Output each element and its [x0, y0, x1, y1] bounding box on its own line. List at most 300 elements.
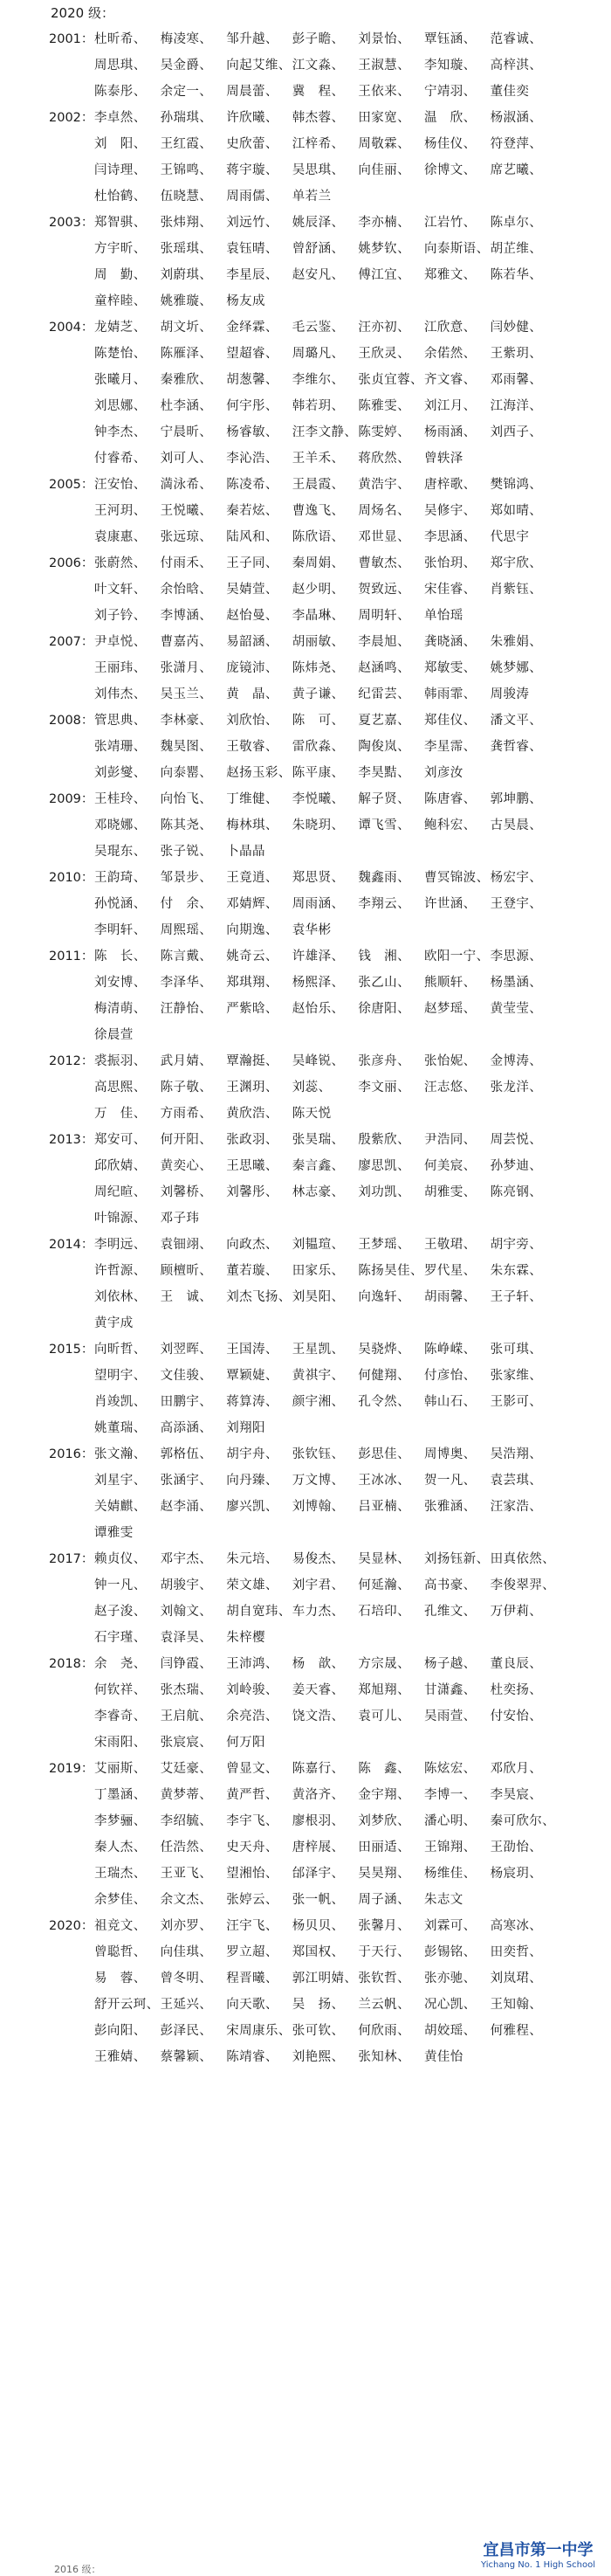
- student-name: 王冰冰、: [358, 1474, 410, 1488]
- student-name: 肖紫钰、: [490, 583, 543, 597]
- student-name: 吴婧萱、: [226, 583, 278, 597]
- student-name: 董佳奕: [490, 85, 530, 99]
- student-name: 刘梦欣、: [358, 1814, 410, 1828]
- next-section-label: 2016 级：: [54, 2564, 101, 2575]
- student-name: 吴琨东、: [94, 845, 147, 859]
- student-name: 胡芷维、: [490, 242, 543, 256]
- student-name: 黄奕心、: [160, 1159, 213, 1173]
- student-name: 任浩然、: [160, 1840, 213, 1854]
- student-name: 欧阳一宁、: [423, 950, 490, 963]
- student-name: 周雨涵、: [292, 897, 345, 911]
- name-list: [94, 1651, 595, 1756]
- student-name: 田家宽、: [358, 111, 410, 125]
- student-name: 古昊晨、: [490, 818, 543, 832]
- student-name: 王雅婧、: [94, 2050, 147, 2064]
- student-name: 史天舟、: [226, 1840, 278, 1854]
- name-list: [94, 210, 595, 314]
- student-name: 赖贞仪、: [94, 1552, 147, 1566]
- student-name: 李思涵、: [423, 530, 477, 544]
- student-name: 王劭怡、: [490, 1840, 543, 1854]
- student-name: 彭泽民、: [160, 2024, 213, 2038]
- student-name: 许雄泽、: [292, 950, 345, 963]
- page-title: 2020 级：: [51, 5, 114, 21]
- student-name: 纪雷芸、: [358, 687, 410, 701]
- student-name: 王红霞、: [160, 137, 213, 151]
- year-block: [49, 550, 595, 629]
- student-name: 程晋曦、: [226, 1972, 278, 1986]
- student-name: 陈楚怡、: [94, 347, 147, 361]
- student-name: 杨熙泽、: [292, 976, 345, 990]
- student-name: 吴金爵、: [160, 59, 213, 73]
- student-name: 胡宇旁、: [490, 1238, 543, 1252]
- student-name: 刘博翰、: [292, 1500, 345, 1514]
- student-name: 徐唐阳、: [358, 1002, 410, 1016]
- student-name: 王亚飞、: [160, 1867, 213, 1881]
- student-name: 袁康惠、: [94, 530, 147, 544]
- student-name: 叶文轩、: [94, 583, 147, 597]
- student-name: 朱元培、: [226, 1552, 278, 1566]
- student-name: 张怡玥、: [423, 556, 477, 570]
- student-name: 邱欣婧、: [94, 1159, 147, 1173]
- student-name: 熊顺轩、: [423, 976, 477, 990]
- student-name: 方宇昕、: [94, 242, 147, 256]
- student-name: 胡自宽玮、: [226, 1605, 292, 1619]
- student-name: 王韵琦、: [94, 871, 147, 885]
- year-block: [49, 1232, 595, 1336]
- year-block: [49, 1913, 595, 2070]
- student-name: 严紫晗、: [226, 1002, 278, 1016]
- name-list: [94, 1232, 595, 1336]
- student-name: 曾冬明、: [160, 1972, 213, 1986]
- student-name: 钟李杰、: [94, 425, 147, 439]
- student-name: 潘心明、: [423, 1814, 477, 1828]
- year-label: 2007：: [49, 635, 94, 649]
- student-name: 陈天悦: [292, 1107, 332, 1121]
- student-name: 张雅涵、: [423, 1500, 477, 1514]
- student-name: 孔令然、: [358, 1395, 410, 1409]
- student-name: 陈 鑫、: [358, 1762, 410, 1776]
- student-name: 江海洋、: [490, 399, 543, 413]
- student-name: 陈泰彤、: [94, 85, 147, 99]
- student-name: 石培印、: [358, 1605, 410, 1619]
- student-name: 龚哲睿、: [490, 740, 543, 754]
- student-name: 刘安博、: [94, 976, 147, 990]
- student-name: 郭江明婧、: [292, 1972, 358, 1986]
- student-name: 李晨旭、: [358, 635, 410, 649]
- student-name: 王国涛、: [226, 1343, 278, 1357]
- name-list: [94, 708, 595, 786]
- student-name: 周晨蕾、: [226, 85, 278, 99]
- student-name: 邹升越、: [226, 32, 278, 46]
- student-name: 王桂玲、: [94, 792, 147, 806]
- student-name: 陈雅雯、: [358, 399, 410, 413]
- student-name: 李昊黠、: [358, 766, 410, 780]
- student-name: 汪李文静、: [292, 425, 358, 439]
- year-block: [49, 1336, 595, 1441]
- year-label: 2002：: [49, 111, 94, 125]
- student-name: 周敬霖、: [358, 137, 410, 151]
- student-name: 张钦钰、: [292, 1447, 345, 1461]
- student-name: 陈嘉行、: [292, 1762, 345, 1776]
- student-name: 王锦鸣、: [160, 163, 213, 177]
- year-label: 2013：: [49, 1133, 94, 1147]
- student-name: 符登萍、: [490, 137, 543, 151]
- student-name: 彭锡铭、: [423, 1945, 477, 1959]
- student-name: 张馨月、: [358, 1919, 410, 1933]
- student-name: 秦人杰、: [94, 1840, 147, 1854]
- student-name: 邰泽宇、: [292, 1867, 345, 1881]
- name-list: [94, 1913, 595, 2070]
- student-name: 向期逸、: [226, 923, 278, 937]
- student-name: 殷紫欣、: [358, 1133, 410, 1147]
- student-name: 文佳骏、: [160, 1369, 213, 1383]
- school-logo-english: Yichang No. 1 High School: [480, 2560, 595, 2570]
- student-name: 刘宇君、: [292, 1578, 345, 1592]
- year-label: 2017：: [49, 1552, 94, 1566]
- student-name: 郑思贤、: [292, 871, 345, 885]
- student-name: 裘振羽、: [94, 1054, 147, 1068]
- student-name: 梅凌寒、: [160, 32, 213, 46]
- student-name: 王锦翔、: [423, 1840, 477, 1854]
- student-name: 覃颖婕、: [226, 1369, 278, 1383]
- student-name: 张怡妮、: [423, 1054, 477, 1068]
- student-name: 陈子敬、: [160, 1081, 213, 1095]
- student-name: 李梦骊、: [94, 1814, 147, 1828]
- student-name: 赵安凡、: [292, 268, 345, 282]
- student-name: 唐梓歌、: [423, 478, 477, 492]
- student-name: 郭格伍、: [160, 1447, 213, 1461]
- student-name: 王影可、: [490, 1395, 543, 1409]
- student-name: 向泰罂、: [160, 766, 213, 780]
- year-block: [49, 1546, 595, 1651]
- student-name: 易 蓉、: [94, 1972, 147, 1986]
- student-name: 许欣曦、: [226, 111, 278, 125]
- student-name: 李泽华、: [160, 976, 213, 990]
- student-name: 周纪暄、: [94, 1185, 147, 1199]
- student-name: 郑宇欣、: [490, 556, 543, 570]
- student-name: 李博涵、: [160, 609, 213, 623]
- student-name: 赵少明、: [292, 583, 345, 597]
- student-name: 何延瀚、: [358, 1578, 410, 1592]
- student-name: 甘潇鑫、: [423, 1683, 477, 1697]
- student-name: 高梓淇、: [490, 59, 543, 73]
- student-name: 谭飞雪、: [358, 818, 410, 832]
- student-name: 黄子谦、: [292, 687, 345, 701]
- student-name: 刘翰文、: [160, 1605, 213, 1619]
- student-name: 刘杰飞扬、: [226, 1290, 292, 1304]
- student-name: 许世涵、: [423, 897, 477, 911]
- student-name: 赵怡乐、: [292, 1002, 345, 1016]
- student-name: 彭思佳、: [358, 1447, 410, 1461]
- student-name: 袁钿翊、: [160, 1238, 213, 1252]
- year-label: 2012：: [49, 1054, 94, 1068]
- student-name: 祖竞文、: [94, 1919, 147, 1933]
- year-label: 2010：: [49, 871, 94, 885]
- student-name: 金博涛、: [490, 1054, 543, 1068]
- student-name: 邓子玮: [160, 1212, 200, 1226]
- student-name: 代思宇: [490, 530, 530, 544]
- student-name: 廖思凯、: [358, 1159, 410, 1173]
- year-label: 2020：: [49, 1919, 94, 1933]
- year-label: 2008：: [49, 714, 94, 728]
- student-name: 黄浩宇、: [358, 478, 410, 492]
- name-list: [94, 314, 595, 472]
- student-name: 夏艺嘉、: [358, 714, 410, 728]
- student-name: 杨维佳、: [423, 1867, 477, 1881]
- student-name: 王依来、: [358, 85, 410, 99]
- student-name: 伍晓慧、: [160, 190, 213, 204]
- student-name: 邓婧辉、: [226, 897, 278, 911]
- student-name: 余文杰、: [160, 1893, 213, 1907]
- student-name: 蒋欣然、: [358, 452, 410, 466]
- student-name: 贺致远、: [358, 583, 410, 597]
- student-name: 陈唐睿、: [423, 792, 477, 806]
- student-name: 武月婧、: [160, 1054, 213, 1068]
- student-name: 傅江宜、: [358, 268, 410, 282]
- year-block: [49, 105, 595, 210]
- student-name: 吴显林、: [358, 1552, 410, 1566]
- student-name: 李亦楠、: [358, 216, 410, 230]
- student-name: 解子贤、: [358, 792, 410, 806]
- student-name: 张贞宜蓉、: [358, 373, 423, 387]
- student-name: 刘昊阳、: [292, 1290, 345, 1304]
- student-name: 刘韫瑄、: [292, 1238, 345, 1252]
- student-name: 邓宇杰、: [160, 1552, 213, 1566]
- student-name: 満泳希、: [160, 478, 213, 492]
- student-name: 李翔云、: [358, 897, 410, 911]
- student-name: 张家维、: [490, 1369, 543, 1383]
- student-name: 王敬睿、: [226, 740, 278, 754]
- student-name: 肖竣凯、: [94, 1395, 147, 1409]
- student-name: 周 勤、: [94, 268, 147, 282]
- student-name: 钱 湘、: [358, 950, 410, 963]
- student-name: 余 尧、: [94, 1657, 147, 1671]
- student-name: 林志豪、: [292, 1185, 345, 1199]
- student-name: 朱雅娟、: [490, 635, 543, 649]
- student-name: 向逸轩、: [358, 1290, 410, 1304]
- student-name: 刘馨彤、: [226, 1185, 278, 1199]
- year-label: 2018：: [49, 1657, 94, 1671]
- year-label: 2015：: [49, 1343, 94, 1357]
- student-name: 田丽适、: [358, 1840, 410, 1854]
- student-name: 单怡瑶: [423, 609, 463, 623]
- year-block: [49, 943, 595, 1048]
- student-name: 黄欣浩、: [226, 1107, 278, 1121]
- student-name: 杨佳仪、: [423, 137, 477, 151]
- student-name: 艾廷豪、: [160, 1762, 213, 1776]
- student-name: 张文瀚、: [94, 1447, 147, 1461]
- student-name: 杨睿敏、: [226, 425, 278, 439]
- student-name: 张瑶琪、: [160, 242, 213, 256]
- student-name: 胡丽敏、: [292, 635, 345, 649]
- student-name: 向昕哲、: [94, 1343, 147, 1357]
- student-name: 许哲源、: [94, 1264, 147, 1278]
- student-name: 闫妙健、: [490, 321, 543, 335]
- student-name: 吴玉兰、: [160, 687, 213, 701]
- student-name: 吴修宇、: [423, 504, 477, 518]
- student-name: 田奕哲、: [490, 1945, 543, 1959]
- student-name: 杨墨涵、: [490, 976, 543, 990]
- student-name: 陈靖睿、: [226, 2050, 278, 2064]
- student-name: 宁靖羽、: [423, 85, 477, 99]
- student-name: 金宇翔、: [358, 1788, 410, 1802]
- student-name: 张龙洋、: [490, 1081, 543, 1095]
- student-name: 吴 扬、: [292, 1998, 345, 2012]
- name-list: [94, 786, 595, 865]
- year-label: 2004：: [49, 321, 94, 335]
- student-name: 韩山石、: [423, 1395, 477, 1409]
- student-name: 周博奥、: [423, 1447, 477, 1461]
- student-name: 李悦曦、: [292, 792, 345, 806]
- student-name: 何钦祥、: [94, 1683, 147, 1697]
- student-name: 刘西子、: [490, 425, 543, 439]
- student-name: 石宇瑾、: [94, 1631, 147, 1645]
- student-name: 吴浩翔、: [490, 1447, 543, 1461]
- student-name: 彭向阳、: [94, 2024, 147, 2038]
- student-name: 钟一凡、: [94, 1578, 147, 1592]
- student-name: 秦若炫、: [226, 504, 278, 518]
- student-name: 徐博文、: [423, 163, 477, 177]
- year-block: [49, 1756, 595, 1913]
- student-name: 贺一凡、: [423, 1474, 477, 1488]
- student-name: 向佳丽、: [358, 163, 410, 177]
- student-name: 胡文圻、: [160, 321, 213, 335]
- student-name: 朱梓樱: [226, 1631, 265, 1645]
- student-name: 向怡飞、: [160, 792, 213, 806]
- student-name: 姚梦钦、: [358, 242, 410, 256]
- student-name: 赵怡曼、: [226, 609, 278, 623]
- student-name: 黄 晶、: [226, 687, 278, 701]
- student-name: 曾舒涵、: [292, 242, 345, 256]
- student-name: 郭坤鹏、: [490, 792, 543, 806]
- student-name: 高添涵、: [160, 1421, 213, 1435]
- student-name: 方雨希、: [160, 1107, 213, 1121]
- student-name: 胡雨馨、: [423, 1290, 477, 1304]
- name-list: [94, 943, 595, 1048]
- student-name: 江梓希、: [292, 137, 345, 151]
- student-name: 刘星宇、: [94, 1474, 147, 1488]
- student-name: 杨宸玥、: [490, 1867, 543, 1881]
- student-name: 袁泽昊、: [160, 1631, 213, 1645]
- student-name: 袁华彬: [292, 923, 332, 937]
- student-name: 李思源、: [490, 950, 543, 963]
- student-name: 张政羽、: [226, 1133, 278, 1147]
- student-name: 张子锐、: [160, 845, 213, 859]
- year-label: 2001：: [49, 32, 94, 46]
- student-name: 宋雨阳、: [94, 1736, 147, 1750]
- student-name: 车力杰、: [292, 1605, 345, 1619]
- student-name: 曾轶泽: [423, 452, 463, 466]
- student-name: 张宸宸、: [160, 1736, 213, 1750]
- name-list: [94, 1127, 595, 1232]
- name-list: [94, 1336, 595, 1441]
- student-name: 胡雅雯、: [423, 1185, 477, 1199]
- student-name: 姚辰泽、: [292, 216, 345, 230]
- student-name: 刘霖可、: [423, 1919, 477, 1933]
- student-name: 王敬珺、: [423, 1238, 477, 1252]
- year-label: 2005：: [49, 478, 94, 492]
- student-name: 刘蕊、: [292, 1081, 332, 1095]
- student-name: 赵涵鸣、: [358, 661, 410, 675]
- name-list: [94, 1546, 595, 1651]
- student-name: 万 佳、: [94, 1107, 147, 1121]
- student-name: 汪亦初、: [358, 321, 410, 335]
- student-name: 李昊宸、: [490, 1788, 543, 1802]
- student-name: 周熙瑶、: [160, 923, 213, 937]
- student-name: 黄宇成: [94, 1316, 134, 1330]
- student-name: 陶俊岚、: [358, 740, 410, 754]
- student-name: 冀 程、: [292, 85, 345, 99]
- student-name: 张远琼、: [160, 530, 213, 544]
- student-name: 王知翰、: [490, 1998, 543, 2012]
- student-name: 邓世显、: [358, 530, 410, 544]
- student-name: 高寒冰、: [490, 1919, 543, 1933]
- student-name: 龙婧芝、: [94, 321, 147, 335]
- student-name: 陈扬昊佳、: [358, 1264, 423, 1278]
- student-name: 何万阳: [226, 1736, 265, 1750]
- student-name: 张钦哲、: [358, 1972, 410, 1986]
- year-label: 2014：: [49, 1238, 94, 1252]
- student-name: 高思熙、: [94, 1081, 147, 1095]
- student-name: 李宇飞、: [226, 1814, 278, 1828]
- student-name: 董良辰、: [490, 1657, 543, 1671]
- student-name: 望超睿、: [226, 347, 278, 361]
- name-list: [94, 1756, 595, 1913]
- student-name: 江岩竹、: [423, 216, 477, 230]
- student-name: 陈雁泽、: [160, 347, 213, 361]
- student-name: 向丹臻、: [226, 1474, 278, 1488]
- student-name: 万文博、: [292, 1474, 345, 1488]
- student-name: 付睿希、: [94, 452, 147, 466]
- student-name: 郑旭翔、: [358, 1683, 410, 1697]
- student-name: 秦可欣尔、: [490, 1814, 556, 1828]
- year-block: [49, 865, 595, 943]
- student-name: 邹景步、: [160, 871, 213, 885]
- student-name: 胡葱馨、: [226, 373, 278, 387]
- student-name: 王子轩、: [490, 1290, 543, 1304]
- student-name: 王思曦、: [226, 1159, 278, 1173]
- student-name: 丁墨涵、: [94, 1788, 147, 1802]
- student-name: 周雨儒、: [226, 190, 278, 204]
- student-name: 方宗晟、: [358, 1657, 410, 1671]
- student-name: 田鹏宇、: [160, 1395, 213, 1409]
- student-name: 汪家浩、: [490, 1500, 543, 1514]
- student-name: 潘文平、: [490, 714, 543, 728]
- student-name: 陈亮钢、: [490, 1185, 543, 1199]
- student-name: 饶文浩、: [292, 1709, 345, 1723]
- student-name: 李知璇、: [423, 59, 477, 73]
- student-name: 袁芸琪、: [490, 1474, 543, 1488]
- year-block: [49, 708, 595, 786]
- name-list: [94, 550, 595, 629]
- student-name: 颜宇湘、: [292, 1395, 345, 1409]
- student-name: 何美宸、: [423, 1159, 477, 1173]
- student-name: 蒋算涛、: [226, 1395, 278, 1409]
- student-name: 邓晓娜、: [94, 818, 147, 832]
- student-name: 向起艾维、: [226, 59, 292, 73]
- student-name: 王晨霞、: [292, 478, 345, 492]
- student-name: 吴峰锐、: [292, 1054, 345, 1068]
- student-name: 曹逸飞、: [292, 504, 345, 518]
- student-name: 郑雅文、: [423, 268, 477, 282]
- student-name: 刘欣怡、: [226, 714, 278, 728]
- student-name: 廖根羽、: [292, 1814, 345, 1828]
- student-name: 宁晨昕、: [160, 425, 213, 439]
- student-name: 金绎霖、: [226, 321, 278, 335]
- name-list: [94, 105, 595, 210]
- student-name: 向政杰、: [226, 1238, 278, 1252]
- student-name: 董若璇、: [226, 1264, 278, 1278]
